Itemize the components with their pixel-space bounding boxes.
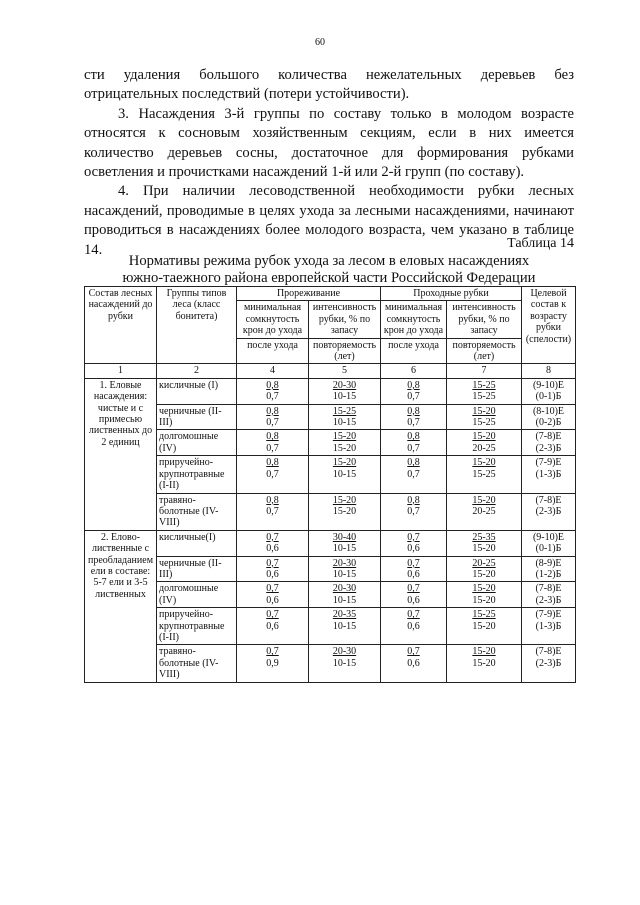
thinning-intensity-cell xyxy=(309,430,381,456)
density-before: 0,8 xyxy=(266,379,279,391)
target-spruce: (7-8)Е xyxy=(535,431,562,443)
forest-type-cell: черничные (II-III) xyxy=(157,556,237,582)
density-before: 0,8 xyxy=(407,431,420,443)
repeat-value: 15-20 xyxy=(332,505,357,517)
thinning-intensity-cell xyxy=(309,608,381,645)
thinning-density-cell xyxy=(237,556,309,582)
passing-density-cell xyxy=(381,608,447,645)
thinning-intensity-cell xyxy=(309,530,381,556)
passing-density-cell xyxy=(381,404,447,430)
forest-type-cell: приручейно-крупнотравные (I-II) xyxy=(157,608,237,645)
header-repeat: повторяемость (лет) xyxy=(309,338,381,364)
target-spruce: (7-8)Е xyxy=(535,583,562,595)
passing-density-cell xyxy=(381,645,447,682)
density-after: 0,6 xyxy=(266,543,279,555)
passing-density-cell xyxy=(381,530,447,556)
density-after: 0,7 xyxy=(266,505,279,517)
forest-type-cell: долгомошные (IV) xyxy=(157,430,237,456)
density-after: 0,6 xyxy=(407,594,420,606)
passing-intensity-cell xyxy=(447,530,522,556)
repeat-value: 15-25 xyxy=(472,417,496,429)
column-number: 4 xyxy=(237,364,309,378)
density-before: 0,7 xyxy=(407,583,420,595)
table-title-line: южно-таежного района европейской части Российской Федерации xyxy=(122,269,536,286)
thinning-density-cell xyxy=(237,430,309,456)
repeat-value: 10-15 xyxy=(332,657,357,669)
target-composition-cell xyxy=(522,493,576,530)
target-birch: (0-2)Б xyxy=(535,417,562,429)
passing-intensity-cell xyxy=(447,456,522,493)
forest-type-cell: кисличные(I) xyxy=(157,530,237,556)
thinning-density-cell xyxy=(237,582,309,608)
header-min-density: минимальная сомкнутость крон до ухода xyxy=(237,301,309,338)
repeat-value: 20-25 xyxy=(472,442,496,454)
thinning-density-cell xyxy=(237,378,309,404)
thinning-intensity-cell xyxy=(309,645,381,682)
header-passing-cuts: Проходные рубки xyxy=(381,287,522,301)
passing-density-cell xyxy=(381,556,447,582)
repeat-value: 15-25 xyxy=(472,391,496,403)
density-before: 0,8 xyxy=(266,457,279,469)
density-before: 0,8 xyxy=(407,405,420,417)
thinning-density-cell xyxy=(237,456,309,493)
column-number: 2 xyxy=(157,364,237,378)
header-intensity: интенсивность рубки, % по запасу xyxy=(309,301,381,338)
density-before: 0,7 xyxy=(266,583,279,595)
column-numbers-row xyxy=(85,364,576,378)
forest-type-cell: долгомошные (IV) xyxy=(157,582,237,608)
forest-type-cell: травяно-болотные (IV-VIII) xyxy=(157,493,237,530)
passing-density-cell xyxy=(381,582,447,608)
page-number: 60 xyxy=(315,37,325,48)
passing-intensity-cell xyxy=(447,430,522,456)
table-title-line: Нормативы режима рубок ухода за лесом в еловых насаждениях xyxy=(128,253,530,269)
table-row xyxy=(85,378,576,404)
thinning-intensity-cell xyxy=(309,456,381,493)
target-composition-cell xyxy=(522,530,576,556)
passing-intensity-cell xyxy=(447,493,522,530)
thinning-density-cell xyxy=(237,530,309,556)
repeat-value: 10-15 xyxy=(332,391,357,403)
target-composition-cell xyxy=(522,456,576,493)
density-after: 0,7 xyxy=(266,417,279,429)
passing-intensity-cell xyxy=(447,378,522,404)
table-title xyxy=(84,253,574,286)
target-spruce: (7-8)Е xyxy=(535,646,562,658)
density-before: 0,7 xyxy=(407,609,420,621)
intensity-value: 15-25 xyxy=(472,379,496,391)
thinning-density-cell xyxy=(237,608,309,645)
thinning-intensity-cell xyxy=(309,493,381,530)
density-before: 0,7 xyxy=(407,646,420,658)
forest-type-cell: кисличные (I) xyxy=(157,378,237,404)
column-number: 6 xyxy=(381,364,447,378)
target-composition-cell xyxy=(522,430,576,456)
paragraph: сти удаления большого количества нежелательных деревьев без отрицательных последствий (потери устойчивости). xyxy=(84,67,574,103)
passing-intensity-cell xyxy=(447,608,522,645)
table-label: Таблица 14 xyxy=(507,236,574,251)
density-before: 0,7 xyxy=(266,531,279,543)
density-after: 0,7 xyxy=(407,442,420,454)
density-after: 0,6 xyxy=(266,568,279,580)
intensity-value: 20-30 xyxy=(332,583,357,595)
target-birch: (1-3)Б xyxy=(535,468,562,480)
passing-density-cell xyxy=(381,456,447,493)
repeat-value: 15-20 xyxy=(472,657,496,669)
repeat-value: 10-15 xyxy=(332,568,357,580)
target-spruce: (7-9)Е xyxy=(535,609,562,621)
repeat-value: 10-15 xyxy=(332,468,357,480)
target-birch: (2-3)Б xyxy=(535,594,562,606)
density-before: 0,8 xyxy=(407,494,420,506)
density-before: 0,7 xyxy=(266,557,279,569)
table-row xyxy=(85,493,576,530)
target-birch: (2-3)Б xyxy=(535,505,562,517)
intensity-value: 15-20 xyxy=(472,583,496,595)
density-after: 0,7 xyxy=(407,417,420,429)
passing-density-cell xyxy=(381,493,447,530)
repeat-value: 15-20 xyxy=(332,442,357,454)
density-after: 0,9 xyxy=(266,657,279,669)
column-number: 8 xyxy=(522,364,576,378)
table-row xyxy=(85,430,576,456)
table-row xyxy=(85,582,576,608)
passing-intensity-cell xyxy=(447,582,522,608)
intensity-value: 15-20 xyxy=(472,457,496,469)
intensity-value: 15-20 xyxy=(472,646,496,658)
density-after: 0,7 xyxy=(266,391,279,403)
header-repeat: повторяемость (лет) xyxy=(447,338,522,364)
passing-intensity-cell xyxy=(447,556,522,582)
passing-density-cell xyxy=(381,430,447,456)
target-composition-cell xyxy=(522,404,576,430)
intensity-value: 15-20 xyxy=(472,405,496,417)
intensity-value: 15-25 xyxy=(472,609,496,621)
forest-type-cell: приручейно-крупнотравные (I-II) xyxy=(157,456,237,493)
header-min-density: минимальная сомкнутость крон до ухода xyxy=(381,301,447,338)
target-birch: (1-3)Б xyxy=(535,620,562,632)
intensity-value: 15-20 xyxy=(472,431,496,443)
group-name-cell: 1. Еловые насаждения: чистые и с примесью лиственных до 2 единиц xyxy=(85,378,157,530)
density-after: 0,6 xyxy=(407,568,420,580)
thinning-density-cell xyxy=(237,493,309,530)
repeat-value: 10-15 xyxy=(332,620,357,632)
group-name-cell: 2. Елово-лиственные с преобладанием ели в составе: 5-7 ели и 3-5 лиственных xyxy=(85,530,157,682)
repeat-value: 10-15 xyxy=(332,417,357,429)
norms-table xyxy=(84,286,576,683)
header-composition: Состав лесных насаждений до рубки xyxy=(85,287,157,364)
header-after-care: после ухода xyxy=(381,338,447,364)
density-after: 0,7 xyxy=(407,468,420,480)
target-birch: (0-1)Б xyxy=(535,543,562,555)
density-after: 0,6 xyxy=(407,657,420,669)
intensity-value: 15-20 xyxy=(332,494,357,506)
table-row xyxy=(85,608,576,645)
header-thinning: Прореживание xyxy=(237,287,381,301)
target-spruce: (7-8)Е xyxy=(535,494,562,506)
density-before: 0,8 xyxy=(407,457,420,469)
thinning-intensity-cell xyxy=(309,582,381,608)
table-row xyxy=(85,404,576,430)
intensity-value: 15-25 xyxy=(332,405,357,417)
density-before: 0,8 xyxy=(407,379,420,391)
intensity-value: 20-30 xyxy=(332,379,357,391)
target-birch: (0-1)Б xyxy=(535,391,562,403)
density-before: 0,8 xyxy=(266,494,279,506)
target-birch: (2-3)Б xyxy=(535,657,562,669)
header-target-composition: Целевой состав к возрасту рубки (спелости) xyxy=(522,287,576,364)
target-birch: (2-3)Б xyxy=(535,442,562,454)
column-number: 1 xyxy=(85,364,157,378)
thinning-density-cell xyxy=(237,645,309,682)
density-before: 0,7 xyxy=(407,531,420,543)
table-row xyxy=(85,456,576,493)
target-spruce: (8-10)Е xyxy=(532,405,565,417)
table-body xyxy=(85,378,576,682)
thinning-intensity-cell xyxy=(309,556,381,582)
passing-intensity-cell xyxy=(447,404,522,430)
density-after: 0,6 xyxy=(266,620,279,632)
passing-density-cell xyxy=(381,378,447,404)
repeat-value: 10-15 xyxy=(332,543,357,555)
target-spruce: (7-9)Е xyxy=(535,457,562,469)
forest-type-cell: черничные (II-III) xyxy=(157,404,237,430)
density-after: 0,6 xyxy=(407,543,420,555)
target-composition-cell xyxy=(522,645,576,682)
intensity-value: 20-30 xyxy=(332,646,357,658)
header-forest-types: Группы типов леса (класс бонитета) xyxy=(157,287,237,364)
thinning-intensity-cell xyxy=(309,378,381,404)
density-before: 0,8 xyxy=(266,405,279,417)
header-intensity: интенсивность рубки, % по запасу xyxy=(447,301,522,338)
passing-intensity-cell xyxy=(447,645,522,682)
density-after: 0,7 xyxy=(266,442,279,454)
paragraph: 3. Насаждения 3-й группы по составу только в молодом возрасте относятся к сосновым хозяйственным секциям, если в них имеется количество деревьев сосны, достаточное для формирования рубками осветления и прочистками насаждений 1-й или 2-й групп (по составу). xyxy=(84,105,574,181)
table-row xyxy=(85,645,576,682)
repeat-value: 15-25 xyxy=(472,468,496,480)
intensity-value: 15-20 xyxy=(332,457,357,469)
thinning-intensity-cell xyxy=(309,404,381,430)
target-spruce: (9-10)Е xyxy=(532,379,565,391)
target-composition-cell xyxy=(522,608,576,645)
paragraph: 4. При наличии лесоводственной необходимости рубки лесных насаждений, проводимые в целях ухода за лесными насаждениями, начинают проводиться в насаждениях более молодого возраста, чем указано в таблице 14. xyxy=(84,183,574,258)
density-after: 0,7 xyxy=(407,505,420,517)
density-before: 0,7 xyxy=(266,646,279,658)
repeat-value: 15-20 xyxy=(472,568,496,580)
density-before: 0,7 xyxy=(407,557,420,569)
repeat-value: 20-25 xyxy=(472,505,496,517)
density-after: 0,6 xyxy=(407,620,420,632)
forest-type-cell: травяно-болотные (IV-VIII) xyxy=(157,645,237,682)
intensity-value: 25-35 xyxy=(472,531,496,543)
density-after: 0,7 xyxy=(266,468,279,480)
target-composition-cell xyxy=(522,378,576,404)
density-before: 0,8 xyxy=(266,431,279,443)
target-composition-cell xyxy=(522,582,576,608)
intensity-value: 30-40 xyxy=(332,531,357,543)
intensity-value: 20-35 xyxy=(332,609,357,621)
intensity-value: 15-20 xyxy=(332,431,357,443)
table-row xyxy=(85,556,576,582)
intensity-value: 20-25 xyxy=(472,557,496,569)
thinning-density-cell xyxy=(237,404,309,430)
table-row xyxy=(85,530,576,556)
header-after-care: после ухода xyxy=(237,338,309,364)
density-before: 0,7 xyxy=(266,609,279,621)
density-after: 0,7 xyxy=(407,391,420,403)
repeat-value: 10-15 xyxy=(332,594,357,606)
body-text xyxy=(84,66,574,260)
target-composition-cell xyxy=(522,556,576,582)
density-after: 0,6 xyxy=(266,594,279,606)
intensity-value: 20-30 xyxy=(332,557,357,569)
column-number: 5 xyxy=(309,364,381,378)
repeat-value: 15-20 xyxy=(472,594,496,606)
target-spruce: (9-10)Е xyxy=(532,531,565,543)
column-number: 7 xyxy=(447,364,522,378)
intensity-value: 15-20 xyxy=(472,494,496,506)
repeat-value: 15-20 xyxy=(472,543,496,555)
target-birch: (1-2)Б xyxy=(535,568,562,580)
target-spruce: (8-9)Е xyxy=(535,557,562,569)
repeat-value: 15-20 xyxy=(472,620,496,632)
